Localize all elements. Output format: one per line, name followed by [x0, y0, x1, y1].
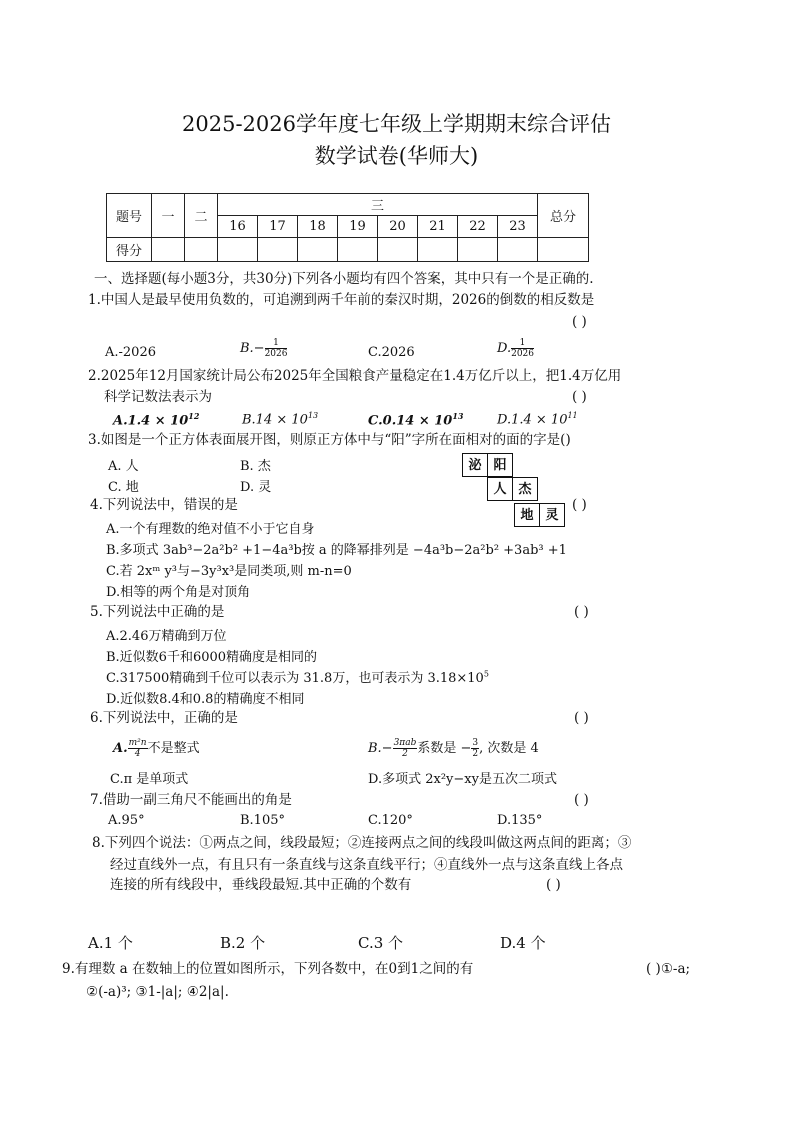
table-label-score: 得分: [107, 238, 152, 262]
table-subcol: 22: [458, 216, 498, 238]
q1-option-c: C.2026: [368, 345, 415, 360]
table-subcol: 20: [378, 216, 418, 238]
table-subcol: 19: [338, 216, 378, 238]
table-col-total: 总分: [538, 194, 589, 238]
q1-answer-paren[interactable]: ( ): [572, 314, 587, 330]
cube-face: 泌: [462, 453, 488, 477]
q7-option-b: B.105°: [240, 813, 285, 828]
q4-option-c: C.若 2xᵐ y³与−3y³x³是同类项,则 m-n=0: [106, 564, 352, 579]
q6-option-a: A. $\frac{\text{m²n}}{4}$ 不是整式: [113, 738, 200, 759]
q2-option-b: $B.14 \times 10^{13}$: [242, 411, 319, 428]
q6-answer-paren[interactable]: ( ): [574, 710, 589, 726]
table-subcol: 18: [298, 216, 338, 238]
q4-answer-paren[interactable]: ( ): [572, 497, 587, 513]
score-cell[interactable]: [458, 238, 498, 262]
cube-face: 人: [487, 477, 513, 501]
q6-stem: 6.下列说法中，正确的是: [90, 710, 238, 726]
score-cell[interactable]: [258, 238, 298, 262]
q6-option-b: B.− $\frac{\text{3πab}}{2}$ 系数是 − $\frac{3}{2}$ , 次数是 4: [368, 738, 539, 759]
cube-face: 灵: [539, 503, 565, 527]
score-cell[interactable]: [378, 238, 418, 262]
q8-stem-line1: 8.下列四个说法：①两点之间，线段最短；②连接两点之间的线段叫做这两点间的距离；③: [92, 835, 632, 851]
table-subcol: 21: [418, 216, 458, 238]
table-col-section3: 三: [218, 194, 538, 216]
q5-option-b: B.近似数6千和6000精确度是相同的: [106, 650, 318, 665]
q4-option-a: A.一个有理数的绝对值不小于它自身: [106, 522, 315, 537]
q3-option-c: C. 地: [108, 480, 139, 495]
q4-option-b: B.多项式 3ab³−2a²b² +1−4a³b按 a 的降幂排列是 −4a³b−2a²b² +3ab³ +1: [106, 543, 567, 558]
score-cell[interactable]: [498, 238, 538, 262]
q6-option-c: C.π 是单项式: [110, 772, 189, 787]
q7-answer-paren[interactable]: ( ): [574, 792, 589, 808]
q8-option-d: D.4 个: [500, 934, 546, 952]
q7-option-d: D.135°: [497, 813, 543, 828]
q7-option-a: A.95°: [108, 813, 145, 828]
q5-option-d: D.近似数8.4和0.8的精确度不相同: [106, 692, 305, 707]
q7-stem: 7.借助一副三角尺不能画出的角是: [90, 792, 292, 808]
q6-option-d: D.多项式 2x²y−xy是五次二项式: [368, 772, 557, 787]
score-cell[interactable]: [298, 238, 338, 262]
q5-option-c: C.317500精确到千位可以表示为 31.8万，也可表示为 $3.18\times 10^5$: [106, 669, 489, 686]
section1-heading: 一、选择题(每小题3分，共30分)下列各小题均有四个答案，其中只有一个是正确的.: [94, 271, 594, 287]
q3-option-d: D. 灵: [240, 480, 272, 495]
score-cell[interactable]: [218, 238, 258, 262]
q3-option-a: A. 人: [108, 459, 139, 474]
table-subcol: 23: [498, 216, 538, 238]
exam-title: 2025-2026学年度七年级上学期期末综合评估: [182, 112, 611, 136]
q1-option-d: D. $\frac{1}{2026}$: [497, 338, 534, 359]
q8-stem-line3: 连接的所有线段中，垂线段最短.其中正确的个数有: [110, 877, 412, 893]
score-cell[interactable]: [338, 238, 378, 262]
score-table: [106, 193, 589, 262]
q1-stem: 1.中国人是最早使用负数的，可追溯到两千年前的秦汉时期，2026的倒数的相反数是: [88, 292, 595, 308]
exam-subtitle: 数学试卷(华师大): [314, 144, 479, 168]
q9-stem-line1: 9.有理数 a 在数轴上的位置如图所示，下列各数中，在0到1之间的有: [62, 961, 474, 977]
q5-stem: 5.下列说法中正确的是: [90, 604, 225, 620]
q9-stem-line2: ②(-a)³; ③1-|a|; ④2|a|.: [86, 984, 229, 1000]
q2-answer-paren[interactable]: ( ): [572, 389, 587, 405]
q5-option-a: A.2.46万精确到万位: [106, 629, 227, 644]
table-subcol: 17: [258, 216, 298, 238]
q5-answer-paren[interactable]: ( ): [574, 604, 589, 620]
table-subcol: 16: [218, 216, 258, 238]
table-col-section1: 一: [152, 194, 185, 238]
q3-stem: 3.如图是一个正方体表面展开图，则原正方体中与“阳”字所在面相对的面的字是(): [88, 432, 571, 448]
q8-stem-line2: 经过直线外一点，有且只有一条直线与这条直线平行；④直线外一点与这条直线上各点: [110, 857, 623, 873]
q8-answer-paren[interactable]: ( ): [546, 877, 561, 893]
q8-option-c: C.3 个: [358, 934, 404, 952]
q2-stem-line1: 2.2025年12月国家统计局公布2025年全国粮食产量稳定在1.4万亿斤以上，把1.4万亿用: [88, 368, 622, 384]
q4-option-d: D.相等的两个角是对顶角: [106, 585, 251, 600]
q9-answer-paren[interactable]: ( )①-a;: [646, 961, 691, 977]
table-label-question-no: 题号: [107, 194, 152, 238]
cube-face: 阳: [487, 453, 513, 477]
cube-face: 地: [514, 503, 540, 527]
cube-face: 杰: [512, 477, 538, 501]
q8-option-b: B.2 个: [220, 934, 266, 952]
q4-stem: 4.下列说法中，错误的是: [90, 497, 238, 513]
q3-option-b: B. 杰: [240, 459, 271, 474]
q2-option-d: $D.1.4 \times 10^{11}$: [497, 411, 578, 428]
table-col-section2: 二: [185, 194, 218, 238]
q2-stem-line2: 科学记数法表示为: [104, 389, 212, 405]
q1-option-a: A.-2026: [105, 345, 156, 360]
q2-option-c: $C.0.14 \times 10^{13}$: [368, 411, 464, 429]
score-cell[interactable]: [185, 238, 218, 262]
q8-option-a: A.1 个: [88, 934, 133, 952]
q2-option-a: $A.1.4 \times 10^{12}$: [113, 411, 200, 429]
score-cell[interactable]: [152, 238, 185, 262]
q1-option-b: B.− $\frac{1}{2026}$: [240, 338, 288, 359]
score-cell[interactable]: [418, 238, 458, 262]
q7-option-c: C.120°: [368, 813, 413, 828]
score-cell[interactable]: [538, 238, 589, 262]
